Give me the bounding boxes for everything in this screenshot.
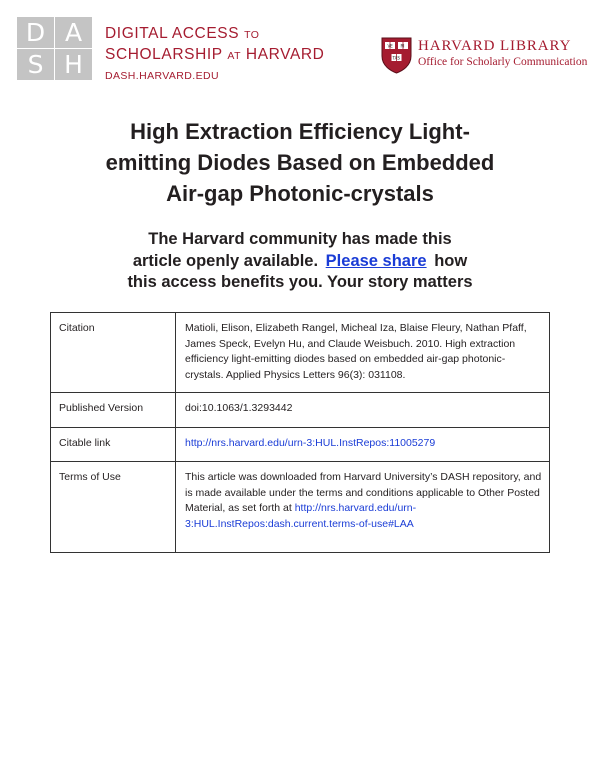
metadata-table bbox=[50, 312, 550, 553]
notice-line-3: this access benefits you. Your story matters bbox=[127, 273, 473, 291]
notice-line-1: The Harvard community has made this bbox=[148, 230, 452, 248]
harvard-library-subtitle: Office for Scholarly Communication bbox=[418, 56, 588, 68]
dash-tile: S bbox=[17, 49, 54, 80]
dash-logo bbox=[17, 17, 92, 81]
terms-of-use-value bbox=[176, 462, 550, 553]
published-version-label: Published Version bbox=[51, 393, 176, 428]
citation-value: Matioli, Elison, Elizabeth Rangel, Micheal Iza, Blaise Fleury, Nathan Pfaff, James Speck, Evelyn Hu, and Claude Weisbuch. 2010. High extraction efficiency light-emitting diodes based on embedded air-gap photonic-crystals. Applied Physics Letters 96(3): 031108. bbox=[176, 313, 550, 393]
harvard-library-title: HARVARD LIBRARY bbox=[418, 38, 572, 54]
dash-name-to: TO bbox=[244, 29, 260, 41]
table-row bbox=[51, 428, 550, 462]
dash-name-line-1 bbox=[105, 24, 324, 45]
notice-text: article openly available. bbox=[132, 251, 319, 270]
harvard-library-wordmark bbox=[418, 38, 587, 70]
citable-link-cell bbox=[176, 428, 550, 462]
dash-name-digital-access: DIGITAL ACCESS bbox=[105, 25, 240, 42]
open-access-notice bbox=[80, 229, 520, 294]
terms-of-use-label: Terms of Use bbox=[51, 462, 176, 553]
dash-name-scholarship: SCHOLARSHIP bbox=[105, 46, 223, 63]
dash-name-at: AT bbox=[227, 50, 241, 62]
document-title-line: High Extraction Efficiency Light- bbox=[130, 119, 470, 144]
table-row bbox=[51, 393, 550, 428]
citable-link[interactable]: http://nrs.harvard.edu/urn-3:HUL.InstRepos:11005279 bbox=[185, 437, 436, 449]
notice-line-2 bbox=[80, 251, 520, 273]
published-version-value: doi:10.1063/1.3293442 bbox=[176, 393, 550, 428]
shield-word: TAS bbox=[392, 55, 400, 61]
table-row bbox=[51, 313, 550, 393]
terms-of-use-text: This article was downloaded from Harvard University’s DASH repository, and is made available under the terms and conditions applicable to Other Posted Material, as set forth at bbox=[185, 471, 542, 514]
dash-tile: A bbox=[55, 17, 92, 48]
document-title-line: Air-gap Photonic-crystals bbox=[166, 181, 434, 206]
dash-tile: H bbox=[55, 49, 92, 80]
dash-url-link[interactable]: DASH.HARVARD.EDU bbox=[105, 70, 219, 82]
please-share-link[interactable]: Please share bbox=[325, 251, 427, 270]
shield-word: RI bbox=[400, 43, 405, 49]
terms-of-use-link[interactable]: http://nrs.harvard.edu/urn-3:HUL.InstRepos:dash.current.terms-of-use#LAA bbox=[185, 502, 417, 530]
document-title bbox=[60, 116, 540, 209]
dash-tile: D bbox=[17, 17, 54, 48]
dash-name-harvard: HARVARD bbox=[245, 46, 325, 63]
harvard-shield-icon bbox=[380, 36, 413, 74]
document-title-line: emitting Diodes Based on Embedded bbox=[105, 150, 495, 175]
notice-text: how bbox=[434, 251, 468, 270]
dash-name-line-2 bbox=[105, 45, 324, 66]
citation-label: Citation bbox=[51, 313, 176, 393]
table-row bbox=[51, 462, 550, 553]
dash-wordmark bbox=[105, 24, 324, 84]
citable-link-label: Citable link bbox=[51, 428, 176, 462]
shield-word: VE bbox=[387, 43, 393, 49]
